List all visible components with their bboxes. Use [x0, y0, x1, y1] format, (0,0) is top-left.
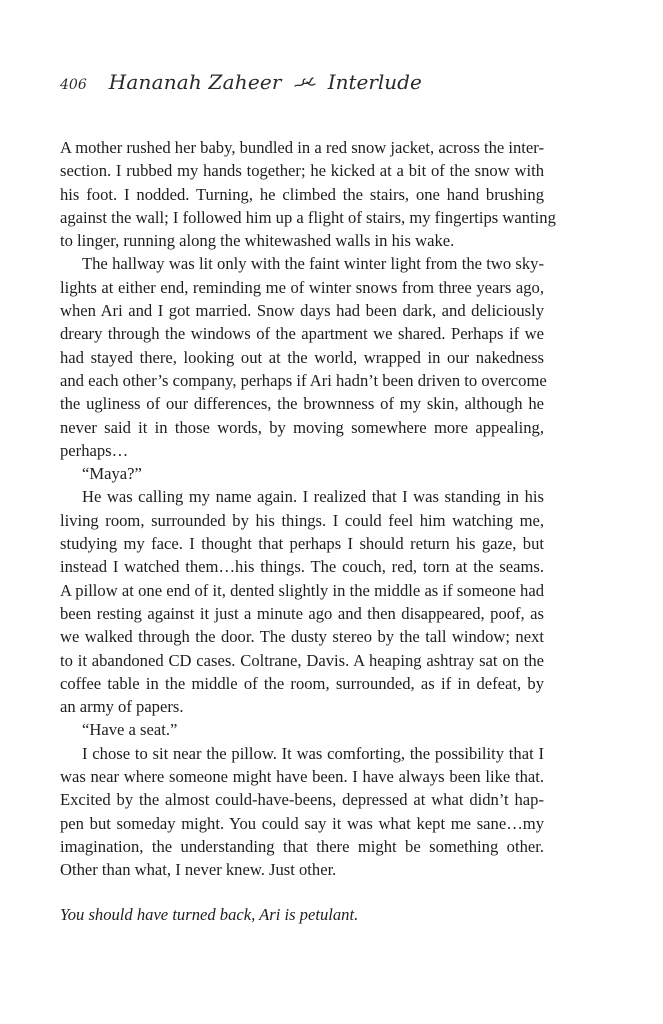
text-line: an army of papers. — [60, 697, 184, 717]
text-line: “Maya?” — [82, 464, 142, 484]
text-line: pen but someday might. You could say it was what kept me sane…my — [60, 813, 544, 833]
text-line: the ugliness of our differences, the brownness of my skin, although he — [60, 394, 544, 414]
text-line: He was calling my name again. I realized that I was standing in his — [82, 487, 544, 507]
ornament-icon — [294, 75, 316, 89]
text-line: to it abandoned CD cases. Coltrane, Davis. A heaping ashtray sat on the — [60, 650, 544, 670]
text-line: I chose to sit near the pillow. It was comforting, the possibility that I — [82, 743, 544, 763]
page-number: 406 — [60, 77, 87, 93]
paragraph — [60, 718, 544, 741]
text-line: section. I rubbed my hands together; he kicked at a bit of the snow with — [60, 161, 544, 181]
text-line: A pillow at one end of it, dented slightly in the middle as if someone had — [60, 580, 544, 600]
paragraph — [60, 462, 544, 485]
text-line: never said it in those words, by moving somewhere more appealing, — [60, 417, 544, 437]
body-text — [60, 136, 556, 882]
text-line: imagination, the understanding that there might be something other. — [60, 836, 544, 856]
text-line: A mother rushed her baby, bundled in a red snow jacket, across the inter- — [60, 138, 544, 157]
text-line: Other than what, I never knew. Just other. — [60, 860, 337, 880]
text-line: we walked through the door. The dusty stereo by the tall window; next — [60, 627, 544, 647]
author-name: Hananah Zaheer — [108, 70, 282, 94]
running-head — [60, 70, 422, 102]
text-line: his foot. I nodded. Turning, he climbed the stairs, one hand brushing — [60, 184, 544, 204]
text-line: “Have a seat.” — [82, 720, 178, 740]
text-line: when Ari and I got married. Snow days had been dark, and deliciously — [60, 301, 544, 321]
text-line: coffee table in the middle of the room, surrounded, as if in defeat, by — [60, 673, 544, 693]
italic-closing-line: You should have turned back, Ari is petulant. — [60, 905, 359, 924]
paragraph — [60, 136, 556, 252]
text-line: dreary through the windows of the apartment we shared. Perhaps if we — [60, 324, 544, 344]
text-line: against the wall; I followed him up a flight of stairs, my fingertips wanting — [60, 207, 556, 227]
paragraph — [60, 742, 544, 882]
text-line: instead I watched them…his things. The couch, red, torn at the seams. — [60, 557, 544, 577]
text-line: had stayed there, looking out at the world, wrapped in our nakedness — [60, 347, 544, 367]
text-line: and each other’s company, perhaps if Ari hadn’t been driven to overcome — [60, 370, 547, 390]
paragraph — [60, 485, 544, 718]
text-line: The hallway was lit only with the faint winter light from the two sky- — [82, 254, 544, 274]
text-line: was near where someone might have been. I have always been like that. — [60, 767, 544, 787]
text-line: to linger, running along the whitewashed walls in his wake. — [60, 231, 455, 251]
text-line: studying my face. I thought that perhaps I should return his gaze, but — [60, 534, 544, 554]
paragraph — [60, 252, 547, 462]
text-line: Excited by the almost could-have-beens, depressed at what didn’t hap- — [60, 790, 544, 810]
chapter-title: Interlude — [327, 70, 422, 94]
text-line: lights at either end, reminding me of winter snows from three years ago, — [60, 277, 544, 297]
text-line: been resting against it just a minute ago and then disappeared, poof, as — [60, 603, 544, 623]
text-line: perhaps… — [60, 440, 129, 460]
text-line: living room, surrounded by his things. I could feel him watching me, — [60, 510, 544, 530]
